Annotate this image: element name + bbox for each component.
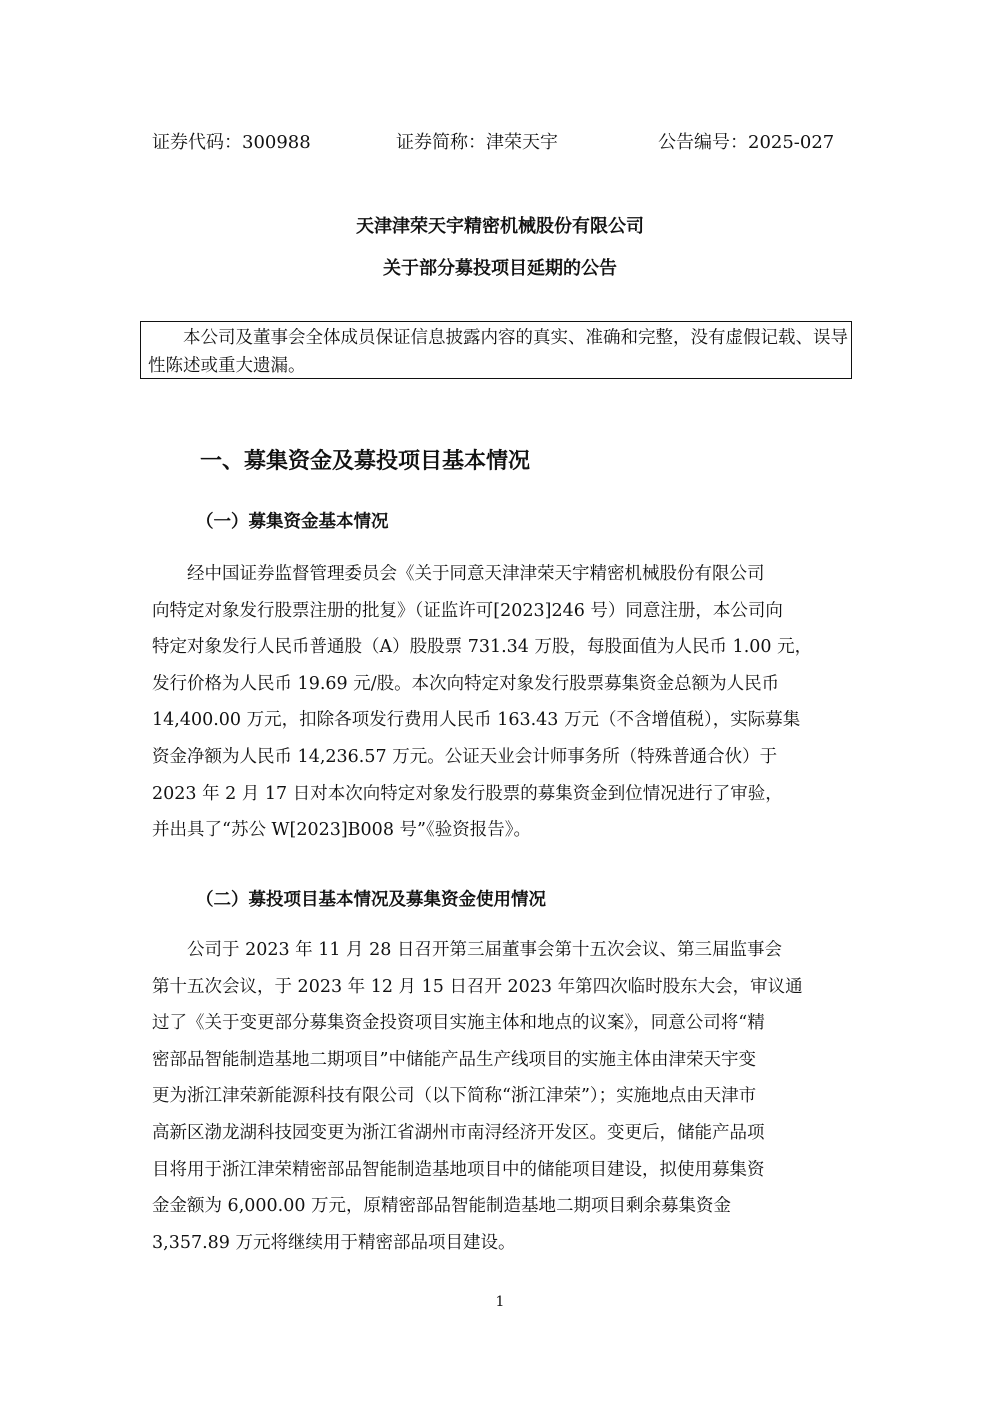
paragraph-raised-funds: [152, 556, 852, 849]
paragraph-line: 过了《关于变更部分募集资金投资项目实施主体和地点的议案》，同意公司将“精: [152, 1013, 765, 1034]
paragraph-line: 目将用于浙江津荣精密部品智能制造基地项目中的储能项目建设，拟使用募集资: [152, 1159, 765, 1180]
paragraph-line: 向特定对象发行股票注册的批复》（证监许可[2023]246 号）同意注册，本公司向: [152, 600, 783, 621]
paragraph-line: 资金净额为人民币 14,236.57 万元。公证天业会计师事务所（特殊普通合伙）于: [152, 746, 778, 767]
document-title-company: 天津津荣天宇精密机械股份有限公司: [356, 216, 644, 237]
paragraph-line: 14,400.00 万元，扣除各项发行费用人民币 163.43 万元（不含增值税），实际募集: [152, 710, 801, 731]
paragraph-line: 2023 年 2 月 17 日对本次向特定对象发行股票的募集资金到位情况进行了审验，: [152, 783, 783, 804]
paragraph-line: 密部品智能制造基地二期项目”中储能产品生产线项目的实施主体由津荣天宇变: [152, 1049, 756, 1070]
stock-code: 证券代码：300988: [152, 132, 311, 153]
paragraph-line: 金金额为 6,000.00 万元，原精密部品智能制造基地二期项目剩余募集资金: [152, 1196, 732, 1217]
paragraph-project-usage: [152, 932, 852, 1261]
paragraph-line: 发行价格为人民币 19.69 元/股。本次向特定对象发行股票募集资金总额为人民币: [152, 673, 780, 694]
paragraph-line: 并出具了“苏公 W[2023]B008 号”《验资报告》。: [152, 820, 531, 841]
announcement-number: 公告编号：2025-027: [658, 132, 835, 153]
subsection-heading-2: （二）募投项目基本情况及募集资金使用情况: [196, 890, 546, 910]
disclosure-notice-text: 本公司及董事会全体成员保证信息披露内容的真实、准确和完整，没有虚假记载、误导性陈述或重大遗漏。: [148, 328, 848, 376]
document-title-subject: 关于部分募投项目延期的公告: [383, 258, 617, 279]
stock-name: 证券简称：津荣天宇: [396, 132, 558, 153]
paragraph-line: 特定对象发行人民币普通股（A）股股票 731.34 万股，每股面值为人民币 1.00 元，: [152, 637, 813, 658]
paragraph-line: 第十五次会议，于 2023 年 12 月 15 日召开 2023 年第四次临时股东大会，审议通: [152, 976, 803, 997]
paragraph-line: 经中国证券监督管理委员会《关于同意天津津荣天宇精密机械股份有限公司: [187, 564, 765, 584]
paragraph-line: 高新区渤龙湖科技园变更为浙江省湖州市南浔经济开发区。变更后，储能产品项: [152, 1122, 765, 1143]
paragraph-line: 更为浙江津荣新能源科技有限公司（以下简称“浙江津荣”）；实施地点由天津市: [152, 1086, 757, 1107]
page-number: 1: [495, 1294, 505, 1310]
disclosure-notice-box: [140, 321, 852, 379]
subsection-heading-1: （一）募集资金基本情况: [196, 512, 389, 532]
paragraph-line: 3,357.89 万元将继续用于精密部品项目建设。: [152, 1232, 516, 1253]
paragraph-line: 公司于 2023 年 11 月 28 日召开第三届董事会第十五次会议、第三届监事会: [187, 940, 782, 960]
section-heading-1: 一、募集资金及募投项目基本情况: [200, 449, 531, 474]
announcement-header: [152, 128, 842, 158]
